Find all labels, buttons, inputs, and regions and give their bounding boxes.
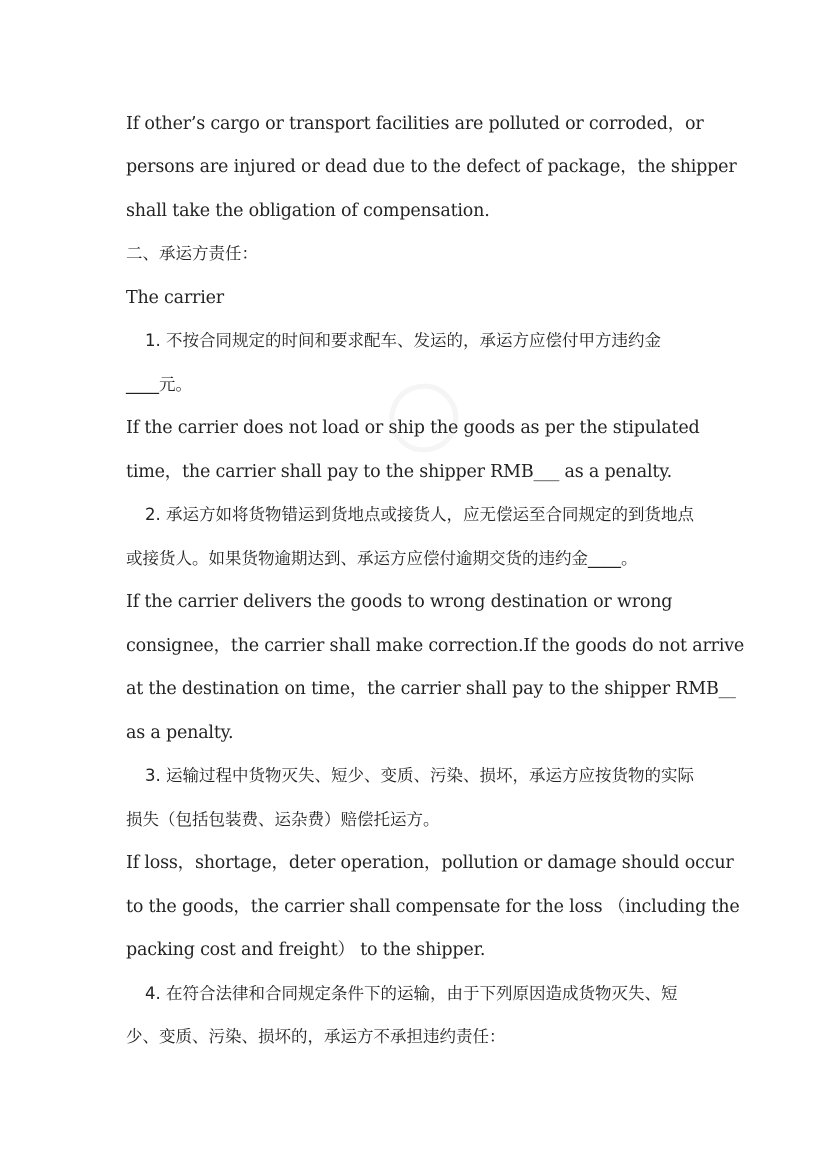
paragraph-line: time，the carrier shall pay to the shipper RMB___ as a penalty. [126, 462, 672, 482]
paragraph-line: 少、变质、污染、损坏的，承运方不承担违约责任： [126, 1027, 506, 1046]
list-item-2: 2. 承运方如将货物错运到货地点或接货人，应无偿运至合同规定的到货地点 [145, 505, 694, 524]
paragraph-line: If other’s cargo or transport facilities are polluted or corroded，or [126, 114, 704, 134]
list-item-1: 1. 不按合同规定的时间和要求配车、发运的，承运方应偿付甲方违约金 [145, 331, 661, 350]
paragraph-line: 损失（包括包装费、运杂费）赔偿托运方。 [126, 810, 440, 829]
paragraph-line: If loss，shortage，deter operation，pollution or damage should occur [126, 853, 734, 873]
section-heading: 二、承运方责任： [126, 244, 258, 263]
paragraph-line: consignee，the carrier shall make correction.If the goods do not arrive [126, 636, 745, 656]
paragraph-line: The carrier [126, 288, 224, 308]
paragraph-line: as a penalty. [126, 723, 234, 743]
list-item-3: 3. 运输过程中货物灭失、短少、变质、污染、损坏，承运方应按货物的实际 [145, 766, 694, 785]
paragraph-line: packing cost and freight） to the shipper. [126, 940, 486, 960]
watermark-1: ○ [355, 347, 484, 478]
paragraph-line: ____元。 [126, 375, 192, 394]
paragraph-line: to the goods，the carrier shall compensate for the loss （including the [126, 897, 740, 917]
paragraph-line: If the carrier delivers the goods to wrong destination or wrong [126, 592, 673, 612]
paragraph-line: persons are injured or dead due to the defect of package，the shipper [126, 157, 737, 177]
paragraph-line: 或接货人。如果货物逾期达到、承运方应偿付逾期交货的违约金____。 [126, 549, 638, 568]
paragraph-line: shall take the obligation of compensation. [126, 201, 490, 221]
paragraph-line: at the destination on time，the carrier shall pay to the shipper RMB__ [126, 679, 736, 699]
list-item-4: 4. 在符合法律和合同规定条件下的运输，由于下列原因造成货物灭失、短 [145, 984, 678, 1003]
paragraph-line: If the carrier does not load or ship the goods as per the stipulated [126, 418, 700, 438]
